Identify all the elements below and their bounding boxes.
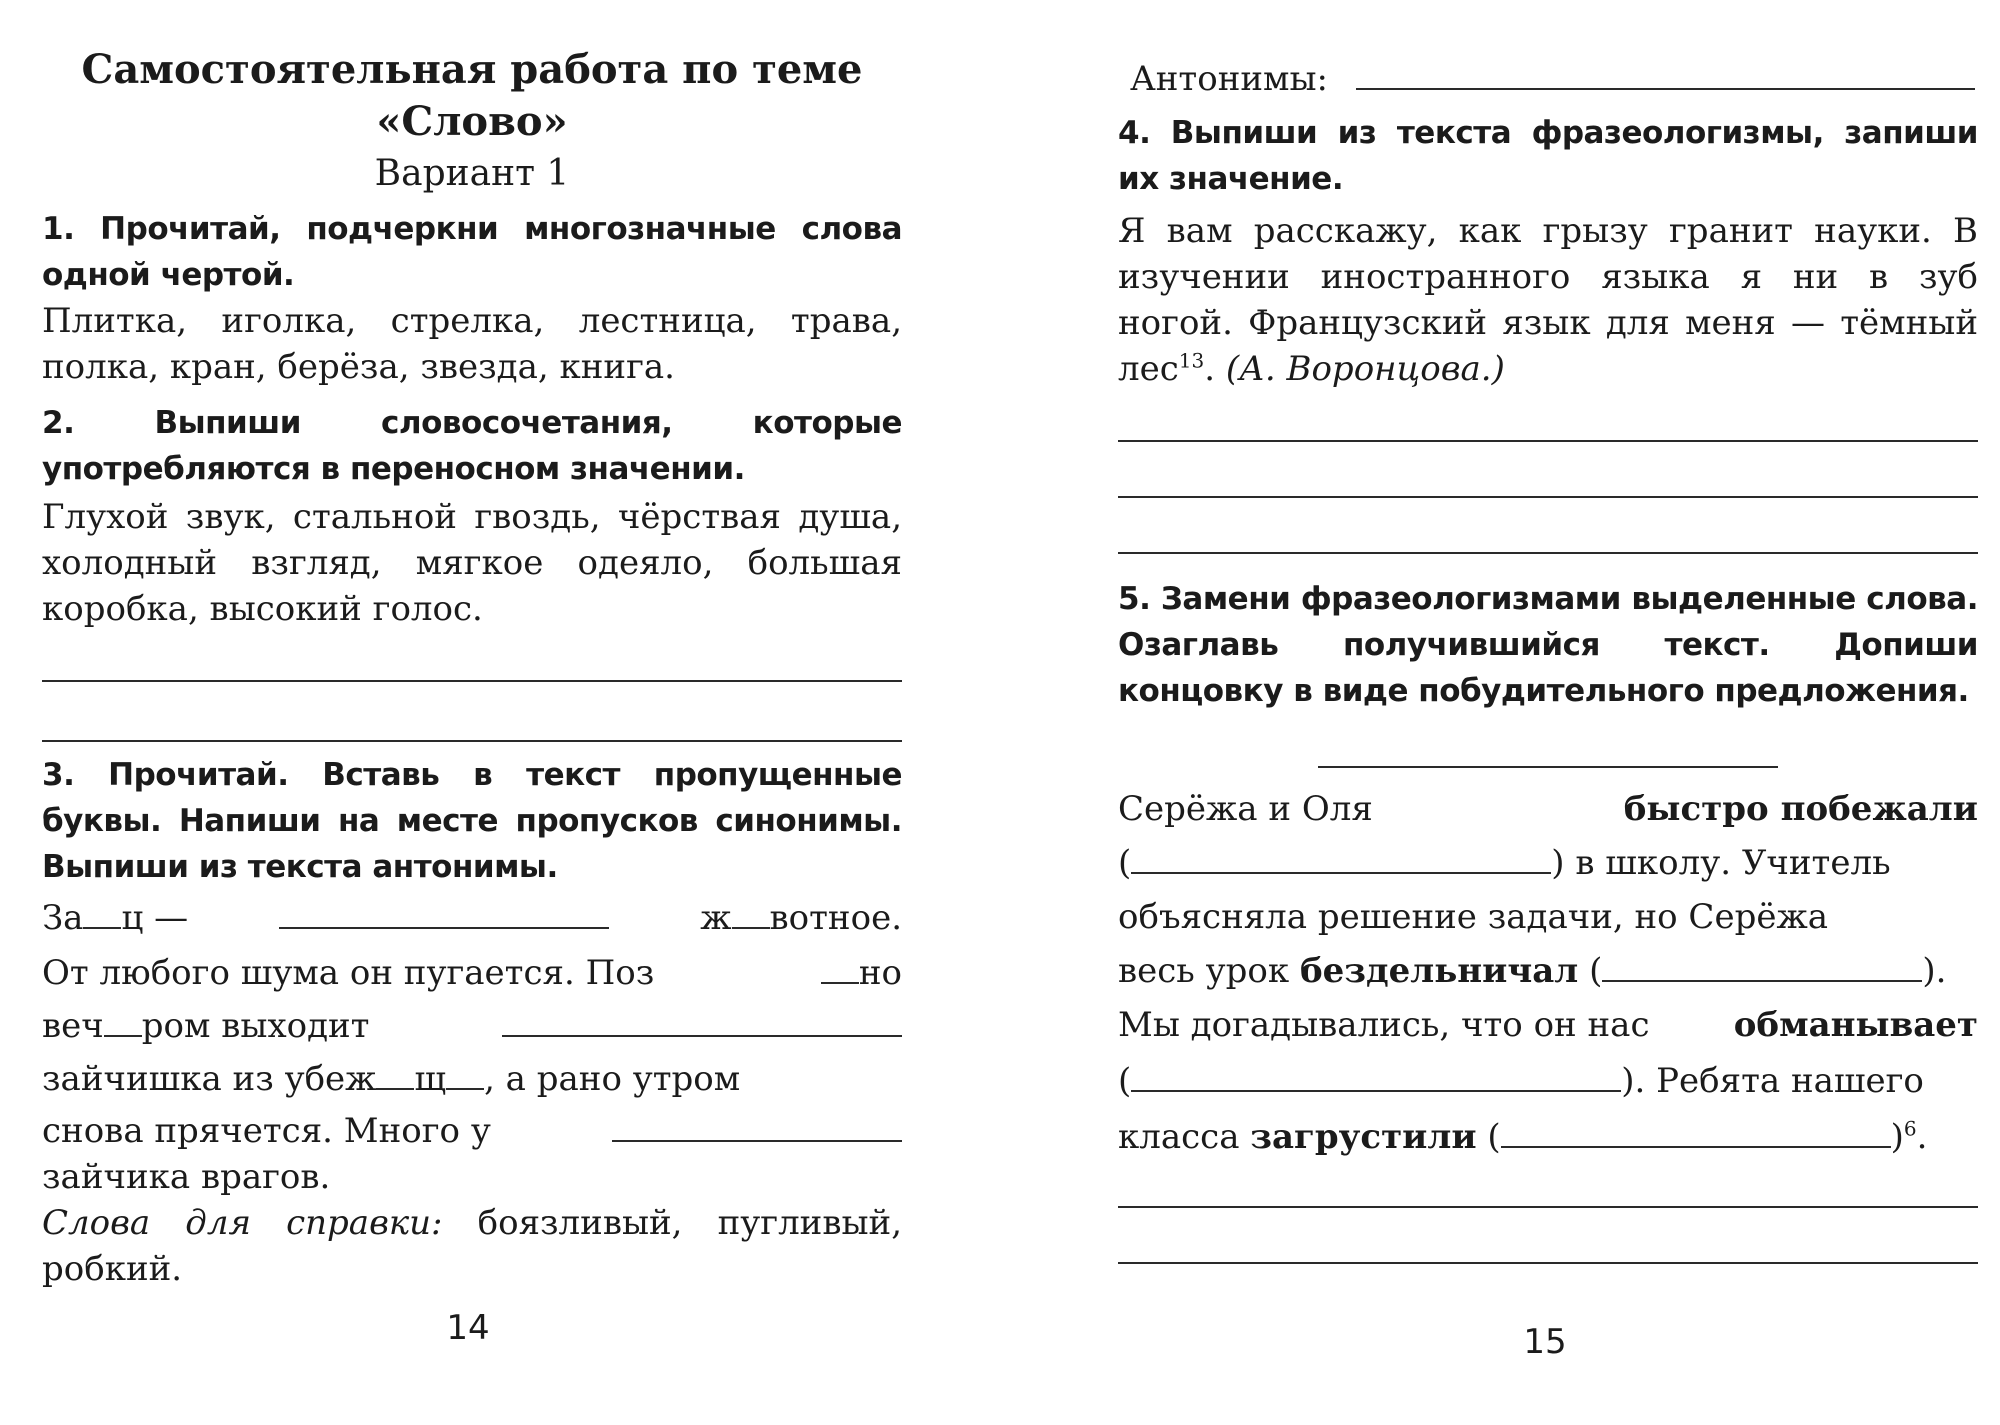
- highlighted-words: быстро побежали: [1623, 789, 1978, 829]
- answer-line[interactable]: [1118, 552, 1978, 554]
- page-title-line1: Самостоятельная работа по теме: [81, 46, 863, 93]
- task5-line2: ( ) в школу. Учитель: [1118, 843, 1891, 883]
- phraseologism-blank[interactable]: [1131, 1060, 1621, 1092]
- task3-instruction: 3. Прочитай. Вставь в текст пропущенные буквы. Напиши на месте пропусков синонимы. Выпиши из текста антонимы.: [42, 757, 902, 885]
- task5-line1: [1118, 786, 1978, 832]
- task4-instruction: 4. Выпиши из текста фразеологизмы, запиши их значение.: [1118, 115, 1978, 197]
- task3-line1: [42, 895, 902, 941]
- task3-line2: [42, 950, 902, 996]
- answer-line[interactable]: [42, 680, 902, 682]
- answer-line[interactable]: [42, 740, 902, 742]
- footnote-mark: 13: [1178, 348, 1205, 373]
- text-fragment: За: [42, 898, 84, 938]
- missing-letter-blank[interactable]: [104, 1005, 142, 1037]
- text-fragment: От любого шума он пугается. Поз: [42, 953, 655, 993]
- missing-letter-blank[interactable]: [376, 1058, 414, 1090]
- text-fragment: , а рано утром: [484, 1059, 741, 1099]
- text-fragment: весь урок: [1118, 951, 1290, 991]
- text-fragment: щ: [414, 1059, 447, 1099]
- answer-line[interactable]: [1118, 440, 1978, 442]
- text-fragment: ром выходит: [141, 1006, 370, 1046]
- task3-line5: [42, 1108, 902, 1154]
- title-blank-line[interactable]: [1318, 766, 1778, 768]
- text-fragment: Мы догадывались, что он нас: [1118, 1005, 1650, 1045]
- antonyms-row: [1130, 56, 1975, 102]
- highlighted-words: загрустили: [1250, 1117, 1477, 1157]
- phraseologism-blank[interactable]: [1602, 950, 1922, 982]
- task5-line6: ( ). Ребята нашего: [1118, 1061, 1924, 1101]
- variant-label: Вариант 1: [374, 153, 570, 194]
- text-fragment: ). Ребята нашего: [1621, 1061, 1924, 1101]
- text-fragment: ц —: [121, 898, 189, 938]
- reference-words: [42, 1200, 902, 1292]
- task3-line4: [42, 1056, 902, 1102]
- reference-list: боязливый, пугливый, робкий.: [42, 1203, 902, 1289]
- footnote-mark: 6: [1903, 1116, 1917, 1141]
- synonym-blank[interactable]: [502, 1005, 902, 1037]
- text-fragment: веч: [42, 1006, 104, 1046]
- task4-text: Я вам расскажу, как грызу гранит науки. В изучении иностранного языка я ни в зуб ногой. Французский язык для меня — тёмный лес$^{13}$. (А. Воронцова.): [1118, 211, 1978, 389]
- synonym-blank[interactable]: [612, 1110, 902, 1142]
- task2-text: Глухой звук, стальной гвоздь, чёрствая душа, холодный взгляд, мягкое одеяло, большая коробка, высокий голос.: [42, 497, 902, 629]
- phraseologism-blank[interactable]: [1131, 842, 1551, 874]
- answer-line[interactable]: [1118, 1206, 1978, 1208]
- highlighted-words: обманывает: [1733, 1005, 1978, 1045]
- task3-line6: зайчика врагов.: [42, 1157, 331, 1197]
- antonyms-label: Антонимы:: [1130, 59, 1328, 99]
- task4-paragraph: Я вам расскажу, как грызу гранит науки. В изучении иностранного языка я ни в зуб ногой. Французский язык для меня — тёмный лес: [1118, 211, 1978, 389]
- task1-text: Плитка, иголка, стрелка, лестница, трава, полка, кран, берёза, звезда, книга.: [42, 301, 902, 387]
- antonyms-blank[interactable]: [1356, 58, 1975, 90]
- text-fragment: класса: [1118, 1117, 1240, 1157]
- task5-line3: [1118, 894, 1978, 940]
- text-fragment: но: [858, 953, 902, 993]
- task1-instruction: 1. Прочитай, подчеркни многозначные слова одной чертой.: [42, 211, 902, 293]
- task3-line3: [42, 1003, 902, 1049]
- task5-instruction: 5. Замени фразеологизмами выделенные слова. Озаглавь получившийся текст. Допиши концовку в виде побудительного предложения.: [1118, 581, 1978, 709]
- text-fragment: зайчишка из убеж: [42, 1059, 377, 1099]
- page-title-line2: «Слово»: [376, 98, 568, 145]
- task5-line5: [1118, 1002, 1978, 1048]
- text-fragment: снова прячется. Много у: [42, 1111, 491, 1151]
- page-number: 14: [446, 1308, 490, 1348]
- task2-instruction: 2. Выпиши словосочетания, которые употребляются в переносном значении.: [42, 405, 902, 487]
- text-fragment: Серёжа и Оля: [1118, 789, 1373, 829]
- missing-letter-blank[interactable]: [821, 952, 859, 984]
- missing-letter-blank[interactable]: [732, 897, 770, 929]
- text-fragment: ж: [700, 898, 732, 938]
- task5-line4: весь урок бездельничал ( ).: [1118, 951, 1947, 991]
- missing-letter-blank[interactable]: [446, 1058, 484, 1090]
- author-citation: (А. Воронцова.): [1225, 349, 1505, 389]
- page-number: 15: [1523, 1322, 1567, 1362]
- text-fragment: объясняла решение задачи, но Серёжа: [1118, 897, 1828, 937]
- answer-line[interactable]: [1118, 1262, 1978, 1264]
- answer-line[interactable]: [1118, 496, 1978, 498]
- highlighted-words: бездельничал: [1299, 951, 1579, 991]
- text-fragment: вотное.: [769, 898, 902, 938]
- missing-letter-blank[interactable]: [83, 897, 121, 929]
- right-page: [1000, 0, 2000, 1425]
- phraseologism-blank[interactable]: [1501, 1116, 1891, 1148]
- task5-line7: класса загрустили ( )$^6$.: [1118, 1116, 1928, 1157]
- text-fragment: ) в школу. Учитель: [1551, 843, 1891, 883]
- reference-label: Слова для справки:: [42, 1203, 443, 1243]
- synonym-blank[interactable]: [279, 897, 609, 929]
